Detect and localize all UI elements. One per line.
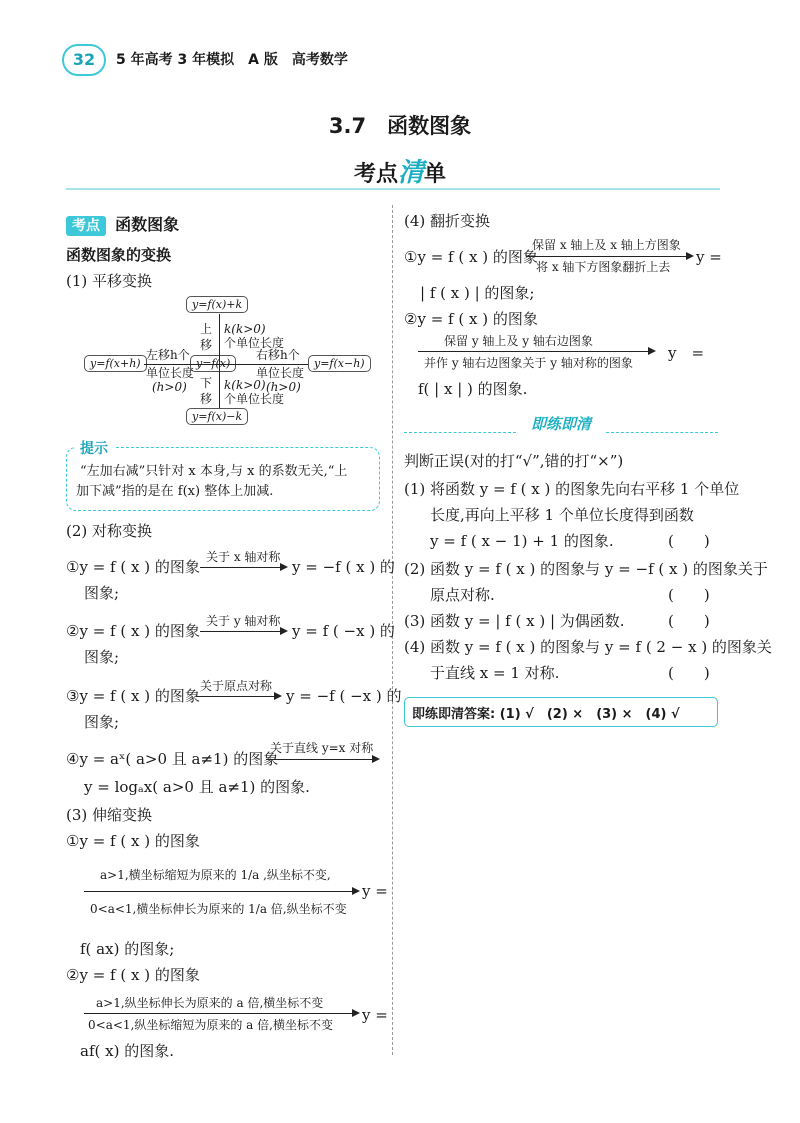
up-label-a: 上 — [200, 322, 213, 336]
section-title: 3.7 函数图象 — [328, 114, 472, 138]
sym3-arrow — [196, 696, 276, 697]
q2-line2: 原点对称. — [430, 586, 495, 604]
flip1-post: y = — [696, 248, 722, 266]
sym2-pre: ②y = f ( x ) 的图象 — [66, 622, 200, 640]
scale2-arrow — [84, 1013, 354, 1014]
flip1-arrowhead — [686, 252, 694, 260]
band-part2: 清 — [397, 158, 424, 188]
sym3-arrowhead — [274, 692, 282, 700]
q4-line2: 于直线 x = 1 对称. — [430, 664, 560, 682]
scale2-above: a>1,纵坐标伸长为原来的 a 倍,横坐标不变 — [96, 996, 324, 1010]
box-left: y=f(x+h) — [84, 355, 147, 372]
scale2-arrowhead — [352, 1009, 360, 1017]
scale1-post: y = — [362, 882, 388, 900]
q2-answer-blank[interactable]: ( ) — [668, 586, 710, 604]
sym3-arrow-label: 关于原点对称 — [200, 679, 273, 693]
q3-line1: (3) 函数 y = | f ( x ) | 为偶函数. — [404, 612, 625, 630]
topic-tag: 考点 — [66, 216, 106, 236]
scale1-arrowhead — [352, 887, 360, 895]
box-top: y=f(x)+k — [186, 296, 248, 313]
up-unit: 个单位长度 — [224, 336, 285, 350]
tip-line1: “左加右减”只针对 x 本身,与 x 的系数无关,“上 — [80, 464, 348, 479]
sym4-arrow — [266, 759, 374, 760]
sym4-pre: ④y = aˣ( a>0 且 a≠1) 的图象 — [66, 750, 279, 768]
right-shift-cond: (h>0) — [266, 380, 301, 394]
q3-answer-blank[interactable]: ( ) — [668, 612, 710, 630]
down-cond: k(k>0) — [224, 378, 266, 392]
up-cond: k(k>0) — [224, 322, 266, 336]
scale2-cont: af( x) 的图象. — [80, 1042, 174, 1060]
scale2-below: 0<a<1,纵坐标缩短为原来的 a 倍,横坐标不变 — [88, 1018, 333, 1032]
subtitle: 函数图象的变换 — [66, 246, 172, 264]
q2-line1: (2) 函数 y = f ( x ) 的图象与 y = −f ( x ) 的图象关于 — [404, 560, 768, 578]
scale1-arrow — [84, 891, 354, 892]
sym2-arrow — [200, 631, 282, 632]
flip2-below: 并作 y 轴右边图象关于 y 轴对称的图象 — [424, 356, 633, 370]
sym3-cont: 图象; — [84, 713, 120, 731]
scale1-above: a>1,横坐标缩短为原来的 1/a ,纵坐标不变, — [100, 868, 331, 882]
sym2-arrow-label: 关于 y 轴对称 — [206, 614, 281, 628]
q4-line1: (4) 函数 y = f ( x ) 的图象与 y = f ( 2 − x ) 的图象关 — [404, 638, 772, 656]
topic-title: 函数图象 — [115, 215, 180, 234]
sym4-arrowhead — [372, 755, 380, 763]
flip2-pre: ②y = f ( x ) 的图象 — [404, 310, 538, 328]
flip2-arrow — [418, 351, 650, 352]
left-shift-cond: (h>0) — [152, 380, 187, 394]
box-right: y=f(x−h) — [308, 355, 371, 372]
sym1-arrowhead — [280, 563, 288, 571]
sym1-cont: 图象; — [84, 584, 120, 602]
left-shift-unit: 单位长度 — [146, 366, 195, 380]
down-label-a: 下 — [200, 376, 213, 390]
flip2-cont: f( | x | ) 的图象. — [418, 380, 528, 398]
flip2-arrowhead — [648, 347, 656, 355]
sym-title: (2) 对称变换 — [66, 522, 153, 540]
shift-title: (1) 平移变换 — [66, 272, 153, 290]
tip-label: 提示 — [74, 438, 114, 458]
flip1-above: 保留 x 轴上及 x 轴上方图象 — [532, 238, 681, 252]
band-part1: 考点 — [353, 162, 398, 187]
box-center: y=f(x) — [190, 355, 236, 372]
box-bottom: y=f(x)−k — [186, 408, 248, 425]
sym3-pre: ③y = f ( x ) 的图象 — [66, 687, 200, 705]
practice-title: 即练即清 — [530, 415, 591, 433]
flip1-pre: ①y = f ( x ) 的图象 — [404, 248, 538, 266]
flip1-cont: | f ( x ) | 的图象; — [420, 284, 535, 302]
sym1-arrow — [200, 567, 282, 568]
judge-instruction: 判断正误(对的打“√”,错的打“×”) — [404, 452, 624, 470]
band-part3: 单 — [424, 162, 447, 187]
answer-text: 即练即清答案: (1) √ (2) × (3) × (4) √ — [412, 707, 680, 722]
right-shift-label: 右移h个 — [256, 348, 300, 362]
scale1-below: 0<a<1,横坐标伸长为原来的 1/a 倍,纵坐标不变 — [90, 902, 347, 916]
down-label-b: 移 — [200, 392, 213, 406]
q1-line1: (1) 将函数 y = f ( x ) 的图象先向右平移 1 个单位 — [404, 480, 740, 498]
tip-line2: 加下减”指的是在 f(x) 整体上加减. — [76, 484, 274, 499]
flip1-below: 将 x 轴下方图象翻折上去 — [536, 260, 671, 274]
sym1-arrow-label: 关于 x 轴对称 — [206, 550, 281, 564]
topic-heading — [66, 212, 179, 235]
vertical-axis-line — [219, 314, 220, 408]
q1-line2: 长度,再向上平移 1 个单位长度得到函数 — [430, 506, 694, 524]
page-number: 32 — [62, 44, 106, 76]
sym2-post: y = f ( −x ) 的 — [292, 622, 395, 640]
sym2-arrowhead — [280, 627, 288, 635]
left-shift-label: 左移h个 — [146, 348, 190, 362]
sym4-arrow-label: 关于直线 y=x 对称 — [270, 741, 374, 755]
scale-title: (3) 伸缩变换 — [66, 806, 153, 824]
running-header: 5 年高考 3 年模拟 A 版 高考数学 — [116, 52, 348, 68]
shift-diagram — [66, 296, 386, 431]
flip2-post: y = — [668, 344, 705, 362]
scale1-pre: ①y = f ( x ) 的图象 — [66, 832, 200, 850]
sym1-pre: ①y = f ( x ) 的图象 — [66, 558, 200, 576]
scale1-cont: f( ax) 的图象; — [80, 940, 175, 958]
header-divider — [66, 188, 720, 190]
scale2-pre: ②y = f ( x ) 的图象 — [66, 966, 200, 984]
sym3-post: y = −f ( −x ) 的 — [286, 687, 402, 705]
flip2-above: 保留 y 轴上及 y 轴右边图象 — [444, 334, 593, 348]
sym4-cont: y = logₐx( a>0 且 a≠1) 的图象. — [84, 778, 310, 796]
horizontal-axis-line — [144, 364, 308, 365]
down-unit: 个单位长度 — [224, 392, 285, 406]
flip-title: (4) 翻折变换 — [404, 212, 491, 230]
scale2-post: y = — [362, 1006, 388, 1024]
right-shift-unit: 单位长度 — [256, 366, 305, 380]
section-band-title — [0, 152, 800, 189]
sym1-post: y = −f ( x ) 的 — [292, 558, 395, 576]
sym2-cont: 图象; — [84, 648, 120, 666]
q1-answer-blank[interactable]: ( ) — [668, 532, 710, 550]
q4-answer-blank[interactable]: ( ) — [668, 664, 710, 682]
up-label-b: 移 — [200, 338, 213, 352]
q1-line3: y = f ( x − 1) + 1 的图象. — [430, 532, 614, 550]
flip1-arrow — [526, 256, 688, 257]
